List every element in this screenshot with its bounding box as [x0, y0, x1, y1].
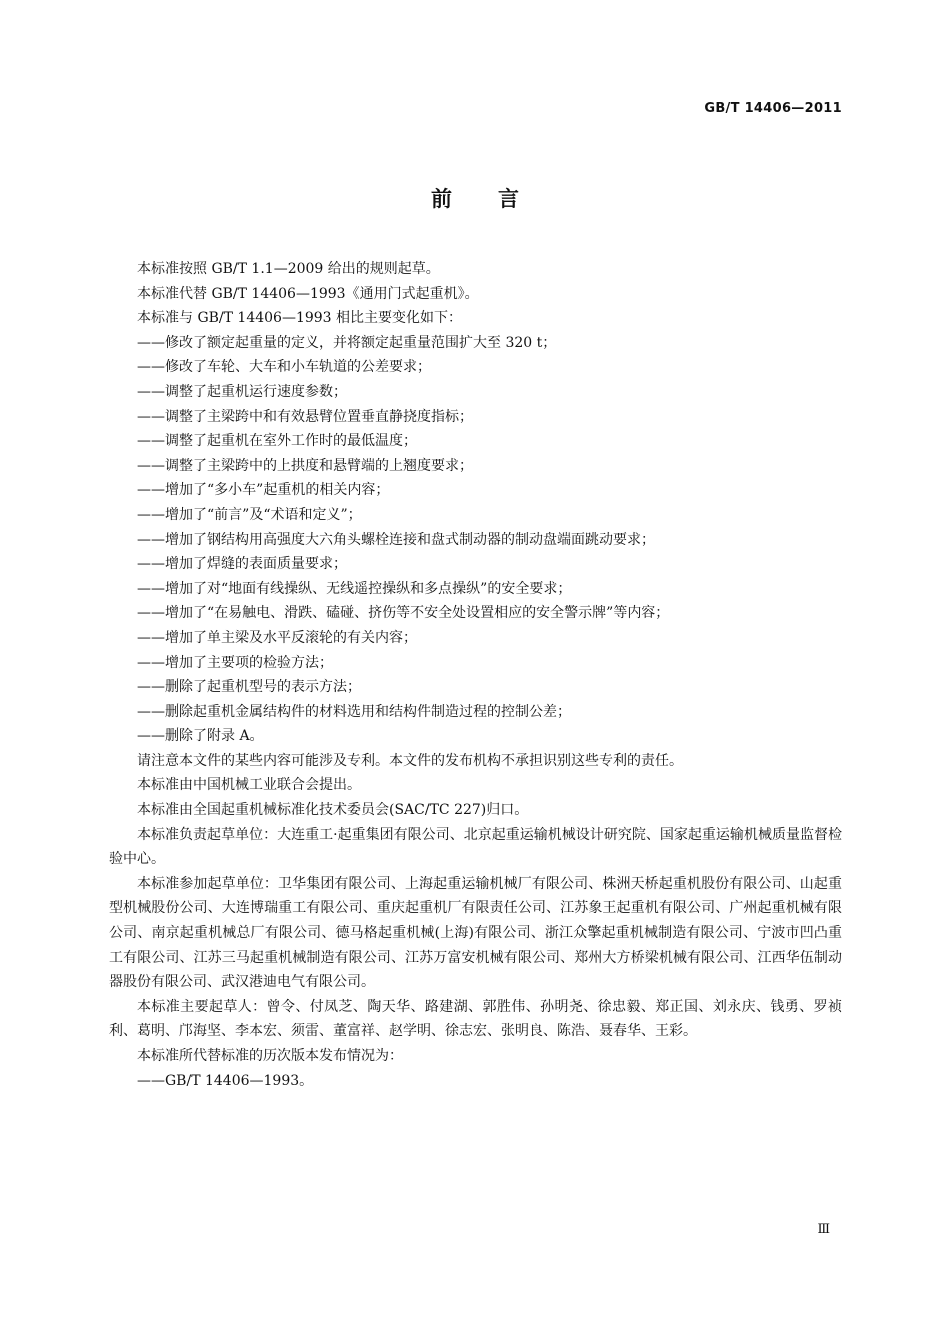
- list-item: ——调整了主梁跨中的上拱度和悬臂端的上翘度要求；: [137, 457, 473, 474]
- paragraph: 本标准由中国机械工业联合会提出。: [137, 777, 361, 794]
- list-item: ——删除了附录 A。: [137, 728, 264, 745]
- list-item: ——修改了车轮、大车和小车轨道的公差要求；: [137, 359, 431, 376]
- list-item: ——调整了主梁跨中和有效悬臂位置垂直静挠度指标；: [137, 408, 473, 425]
- list-item: ——增加了“多小车”起重机的相关内容；: [137, 482, 390, 499]
- paragraph: 本标准主要起草人：曾令、付凤芝、陶天华、路建湖、郭胜伟、孙明尧、徐忠毅、郑正国、刘永庆、钱勇、罗祯利、葛明、邝海坚、李本宏、须雷、董富祥、赵学明、徐志宏、张明良、陈浩、聂春华、王彩。: [109, 998, 842, 1040]
- standard-number: GB/T 14406—2011: [704, 101, 842, 116]
- paragraph: 请注意本文件的某些内容可能涉及专利。本文件的发布机构不承担识别这些专利的责任。: [137, 752, 683, 769]
- paragraph: 本标准参加起草单位：卫华集团有限公司、上海起重运输机械厂有限公司、株洲天桥起重机股份有限公司、山起重型机械股份公司、大连博瑞重工有限公司、重庆起重机厂有限责任公司、江苏象王起重机有限公司、广州起重机械有限公司、南京起重机械总厂有限公司、德马格起重机械(上海)有限公司、浙江众擎起重机械制造有限公司、宁波市凹凸重工有限公司、江苏三马起重机械制造有限公司、江苏万富安机械有限公司、郑州大方桥梁机械有限公司、江西华伍制动器股份有限公司、武汉港迪电气有限公司。: [109, 875, 842, 991]
- list-item: ——修改了额定起重量的定义，并将额定起重量范围扩大至 320 t；: [137, 334, 557, 351]
- list-item: ——调整了起重机在室外工作时的最低温度；: [137, 433, 417, 450]
- paragraph: 本标准与 GB/T 14406—1993 相比主要变化如下：: [137, 310, 463, 327]
- page-title: 前言: [431, 187, 565, 211]
- list-item: ——GB/T 14406—1993。: [137, 1072, 314, 1089]
- list-item: ——增加了主要项的检验方法；: [137, 654, 333, 671]
- page-number: Ⅲ: [817, 1222, 830, 1237]
- list-item: ——调整了起重机运行速度参数；: [137, 383, 347, 400]
- list-item: ——增加了焊缝的表面质量要求；: [137, 556, 347, 573]
- paragraph: 本标准负责起草单位：大连重工·起重集团有限公司、北京起重运输机械设计研究院、国家起重运输机械质量监督检验中心。: [109, 826, 842, 868]
- list-item: ——增加了“在易触电、滑跌、磕碰、挤伤等不安全处设置相应的安全警示牌”等内容；: [137, 605, 670, 622]
- list-item: ——增加了“前言”及“术语和定义”；: [137, 506, 362, 523]
- list-item: ——增加了单主梁及水平反滚轮的有关内容；: [137, 629, 417, 646]
- list-item: ——增加了对“地面有线操纵、无线遥控操纵和多点操纵”的安全要求；: [137, 580, 572, 597]
- list-item: ——删除起重机金属结构件的材料选用和结构件制造过程的控制公差；: [137, 703, 571, 720]
- paragraph: 本标准所代替标准的历次版本发布情况为：: [137, 1048, 403, 1064]
- paragraph: 本标准代替 GB/T 14406—1993《通用门式起重机》。: [137, 285, 479, 302]
- paragraph: 本标准按照 GB/T 1.1—2009 给出的规则起草。: [137, 261, 440, 277]
- list-item: ——删除了起重机型号的表示方法；: [137, 679, 361, 696]
- paragraph: 本标准由全国起重机械标准化技术委员会(SAC/TC 227)归口。: [137, 802, 529, 819]
- list-item: ——增加了钢结构用高强度大六角头螺栓连接和盘式制动器的制动盘端面跳动要求；: [137, 531, 655, 548]
- document-body: [109, 257, 842, 1093]
